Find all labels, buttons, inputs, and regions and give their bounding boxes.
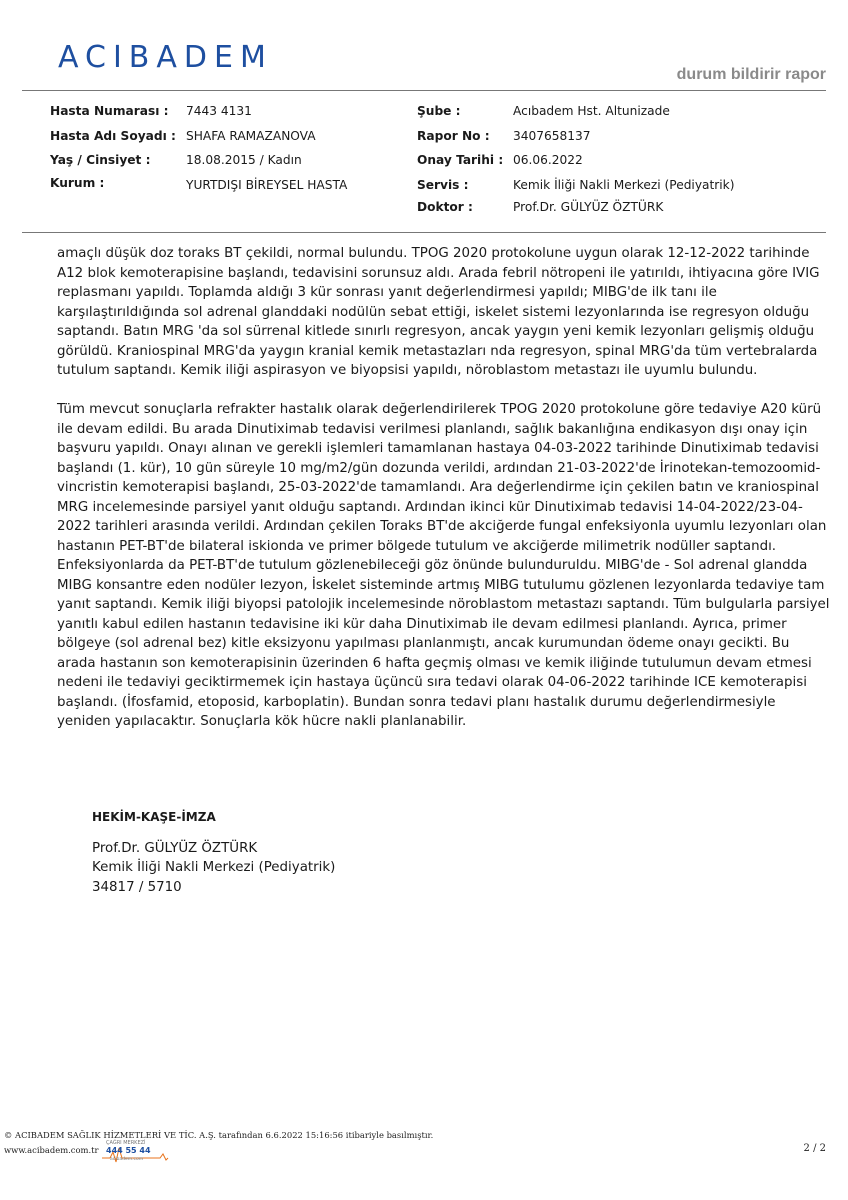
info-label: Doktor : xyxy=(417,199,473,214)
info-label: Kurum : xyxy=(50,175,105,190)
report-paragraph: amaçlı düşük doz toraks BT çekildi, normal bulundu. TPOG 2020 protokolune uygun olarak 12-12-2022 tarihinde A12 blok kemoterapisine başlandı, tedavisini sorunsuz aldı. Arada febril nötropeni ile yatırıldı, ihtiyacına göre IVIG replasmanı yapıldı. Toplamda aldığı 3 kür sonrası yanıt değerlendirmesi yapıldı; MIBG'de ilk tanı ile karşılaştırıldığında sol adrenal glanddaki nodülün sebat ettiği, iskelet sistemi lezyonlarında ise regresyon olduğu saptandı. Batın MRG 'da sol sürrenal kitlede sınırlı regresyon, ancak yaygın yeni kemik lezyonları gelişmiş olduğu görüldü. Kraniospinal MRG'da yaygın kranial kemik metastazları nda regresyon, spinal MRG'da tüm vertebralarda tutulum saptandı. Kemik iliği aspirasyon ve biyopsisi yapıldı, nöroblastom metastazı ile uyumlu bulundu. xyxy=(57,246,820,378)
info-label: Yaş / Cinsiyet : xyxy=(50,153,151,167)
info-value: YURTDIŞI BİREYSEL HASTA xyxy=(186,177,348,192)
info-label: Şube : xyxy=(417,104,461,118)
footer-copyright: © ACIBADEM SAĞLIK HİZMETLERİ VE TİC. A.Ş. tarafından 6.6.2022 15:16:56 itibariyle basılmıştır. xyxy=(4,1130,434,1140)
signature-department: Kemik İliği Nakli Merkezi (Pediyatrik) xyxy=(92,860,336,875)
info-value: Kemik İliği Nakli Merkezi (Pediyatrik) xyxy=(513,177,735,192)
signature-heading: HEKİM-KAŞE-İMZA xyxy=(92,810,216,824)
info-label: Servis : xyxy=(417,177,469,192)
info-value: 18.08.2015 / Kadın xyxy=(186,153,302,167)
page-number: 2 / 2 xyxy=(803,1143,826,1154)
call-center-logo xyxy=(100,1140,170,1166)
report-type-title: durum bildirir rapor xyxy=(676,66,826,83)
report-body xyxy=(57,244,832,751)
info-value: 7443 4131 xyxy=(186,104,252,118)
report-paragraph: Tüm mevcut sonuçlarla refrakter hastalık olarak değerlendirilerek TPOG 2020 protokolune göre tedaviye A20 kürü ile devam edildi. Bu arada Dinutiximab tedavisi verilmesi planlandı, sağlık bakanlığına endikasyon dışı onay için başvuru yapıldı. Onayı alınan ve gerekli işlemleri tamamlanan hastaya 04-03-2022 tarihinde Dinutiximab tedavisi başlandı (1. kür), 10 gün süreyle 10 mg/m2/gün dozunda verildi, ardından 21-03-2022'de İrinotekan-temozoomid- vincristin kemoterapisi başlandı, 25-03-2022'de tamamlandı. Ara değerlendirme için çekilen batın ve kraniospinal MRG incelemesinde parsiyel yanıt olduğu saptandı. Ardından ikinci kür Dinutiximab tedavisi 14-04-2022/23-04-2022 tarihleri arasında verildi. Ardından çekilen Toraks BT'de akciğerde fungal enfeksiyonla uyumlu lezyonları olan hastanın PET-BT'de bilateral iskionda ve primer bölgede tutulum ve akciğerde milimetrik nodüller saptandı. Enfeksiyonlarda da PET-BT'de tutulum gözlenebileceği göz önünde bulunduruldu. MIBG'de - Sol adrenal glandda MIBG konsantre eden nodüler lezyon, İskelet sisteminde artmış MIBG tutulumu gözlenen lezyonlarda tedaviye tam yanıt saptandı. Kemik iliği biyopsi patolojik incelemesinde nöroblastom metastazı saptandı. Tüm bulgularla parsiyel yanıtlı kabul edilen hastanın tedavisine iki kür daha Dinutiximab ile devam edilmesi planlandı. Ayrıca, primer bölgeye (sol adrenal bez) kitle eksizyonu yapılması planlanmıştı, ancak kurumundan ödeme onayı gecikti. Bu arada hastanın son kemoterapisinin üzerinden 6 hafta geçmiş olması ve kemik iliğinde tutulumun devam etmesi nedeni ile tedaviyi geciktirmemek için hastaya üçüncü sıra tedavi olarak 04-06-2022 tarihinde ICE kemoterapisi başlandı. (İfosfamid, etoposid, karboplatin). Bundan sonra tedavi planı hastalık durumu değerlendirmesiyle yeniden yapılacaktır. Sonuçlarla kök hücre nakli planlanabilir. xyxy=(57,402,830,729)
signature-block xyxy=(92,808,335,897)
call-center-number: 444 55 44 xyxy=(106,1146,151,1155)
info-value: 06.06.2022 xyxy=(513,153,583,167)
info-divider xyxy=(22,232,826,233)
acibadem-logo: ACIBADEM xyxy=(58,40,273,75)
call-center-label: ÇAĞRI MERKEZİ xyxy=(106,1140,146,1146)
header-divider xyxy=(22,90,826,91)
info-label: Onay Tarihi : xyxy=(417,153,504,167)
info-value: Prof.Dr. GÜLYÜZ ÖZTÜRK xyxy=(513,199,664,214)
call-center-site: acibadem.com xyxy=(110,1157,144,1162)
footer-website: www.acibadem.com.tr xyxy=(4,1145,99,1155)
info-label: Hasta Numarası : xyxy=(50,104,169,118)
info-value: 3407658137 xyxy=(513,128,591,143)
signature-name: Prof.Dr. GÜLYÜZ ÖZTÜRK xyxy=(92,840,258,856)
info-label: Rapor No : xyxy=(417,128,490,143)
info-label: Hasta Adı Soyadı : xyxy=(50,128,176,143)
info-value: Acıbadem Hst. Altunizade xyxy=(513,104,670,118)
info-value: SHAFA RAMAZANOVA xyxy=(186,128,316,143)
signature-code: 34817 / 5710 xyxy=(92,879,182,895)
